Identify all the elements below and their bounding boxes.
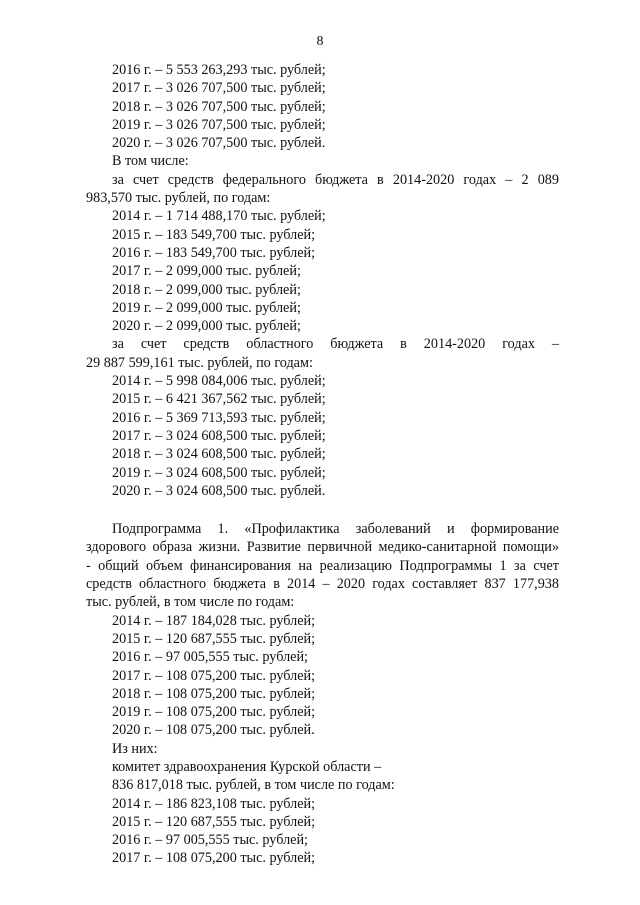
text-line: 2019 г. – 3 026 707,500 тыс. рублей; xyxy=(112,116,326,133)
subprogram-year-line: 2017 г. – 108 075,200 тыс. рублей; xyxy=(112,667,316,684)
subprogram-year-line: 2017 г. – 108 075,200 тыс. рублей; xyxy=(112,850,316,867)
federal-intro-line: за счет средств федерального бюджета в 2014-2020 годах – 2 089 xyxy=(112,171,559,188)
federal-year-line: 2017 г. – 2 099,000 тыс. рублей; xyxy=(112,263,301,280)
regional-year-line: 2016 г. – 5 369 713,593 тыс. рублей; xyxy=(112,409,326,426)
subprogram-year-line: 2016 г. – 97 005,555 тыс. рублей; xyxy=(112,649,308,666)
subprogram-year-line: 2020 г. – 108 075,200 тыс. рублей. xyxy=(112,722,315,739)
regional-intro-line: 29 887 599,161 тыс. рублей, по годам: xyxy=(86,354,313,371)
subprogram-year-line: 2014 г. – 187 184,028 тыс. рублей; xyxy=(112,612,316,629)
regional-year-line: 2014 г. – 5 998 084,006 тыс. рублей; xyxy=(112,373,326,390)
subprogram-year-line: 2016 г. – 97 005,555 тыс. рублей; xyxy=(112,832,308,849)
regional-year-line: 2019 г. – 3 024 608,500 тыс. рублей; xyxy=(112,464,326,481)
federal-year-line: 2016 г. – 183 549,700 тыс. рублей; xyxy=(112,244,316,261)
regional-year-line: 2015 г. – 6 421 367,562 тыс. рублей; xyxy=(112,391,326,408)
subprogram-year-line: 2018 г. – 108 075,200 тыс. рублей; xyxy=(112,685,316,702)
subprogram-year-line: 2015 г. – 120 687,555 тыс. рублей; xyxy=(112,813,316,830)
text-line: 2020 г. – 3 026 707,500 тыс. рублей. xyxy=(112,135,326,152)
text-line: В том числе: xyxy=(112,153,189,170)
subprogram-year-line: 2014 г. – 186 823,108 тыс. рублей; xyxy=(112,795,316,812)
subprogram-year-line: Из них: xyxy=(112,740,158,757)
page-content xyxy=(86,61,559,868)
subprogram-year-line: 2019 г. – 108 075,200 тыс. рублей; xyxy=(112,704,316,721)
subprogram-paragraph-line: Подпрограмма 1. «Профилактика заболеваний и формирование xyxy=(112,521,559,538)
federal-year-line: 2020 г. – 2 099,000 тыс. рублей; xyxy=(112,318,301,335)
text-line: 2018 г. – 3 026 707,500 тыс. рублей; xyxy=(112,98,326,115)
regional-year-line: 2018 г. – 3 024 608,500 тыс. рублей; xyxy=(112,446,326,463)
federal-intro-line: 983,570 тыс. рублей, по годам: xyxy=(86,190,271,207)
subprogram-year-line: 2015 г. – 120 687,555 тыс. рублей; xyxy=(112,630,316,647)
regional-year-line: 2020 г. – 3 024 608,500 тыс. рублей. xyxy=(112,482,326,499)
subprogram-paragraph-line: - общий объем финансирования на реализацию Подпрограммы 1 за счет xyxy=(86,557,559,574)
page-number: 8 xyxy=(316,34,324,49)
text-line: 2017 г. – 3 026 707,500 тыс. рублей; xyxy=(112,80,326,97)
subprogram-paragraph-line: средств областного бюджета в 2014 – 2020 годах составляет 837 177,938 xyxy=(86,576,559,593)
paragraph-gap xyxy=(86,500,559,520)
federal-year-line: 2015 г. – 183 549,700 тыс. рублей; xyxy=(112,226,316,243)
federal-year-line: 2014 г. – 1 714 488,170 тыс. рублей; xyxy=(112,208,326,225)
regional-year-line: 2017 г. – 3 024 608,500 тыс. рублей; xyxy=(112,427,326,444)
regional-intro-line: за счет средств областного бюджета в 2014-2020 годах – xyxy=(112,336,559,353)
federal-year-line: 2019 г. – 2 099,000 тыс. рублей; xyxy=(112,299,301,316)
federal-year-line: 2018 г. – 2 099,000 тыс. рублей; xyxy=(112,281,301,298)
subprogram-year-line: комитет здравоохранения Курской области – xyxy=(112,758,382,775)
subprogram-year-line: 836 817,018 тыс. рублей, в том числе по годам: xyxy=(112,777,395,794)
subprogram-paragraph-line: тыс. рублей, в том числе по годам: xyxy=(86,594,295,611)
subprogram-paragraph-line: здорового образа жизни. Развитие первичной медико-санитарной помощи» xyxy=(86,539,559,556)
text-line: 2016 г. – 5 553 263,293 тыс. рублей; xyxy=(112,62,326,78)
